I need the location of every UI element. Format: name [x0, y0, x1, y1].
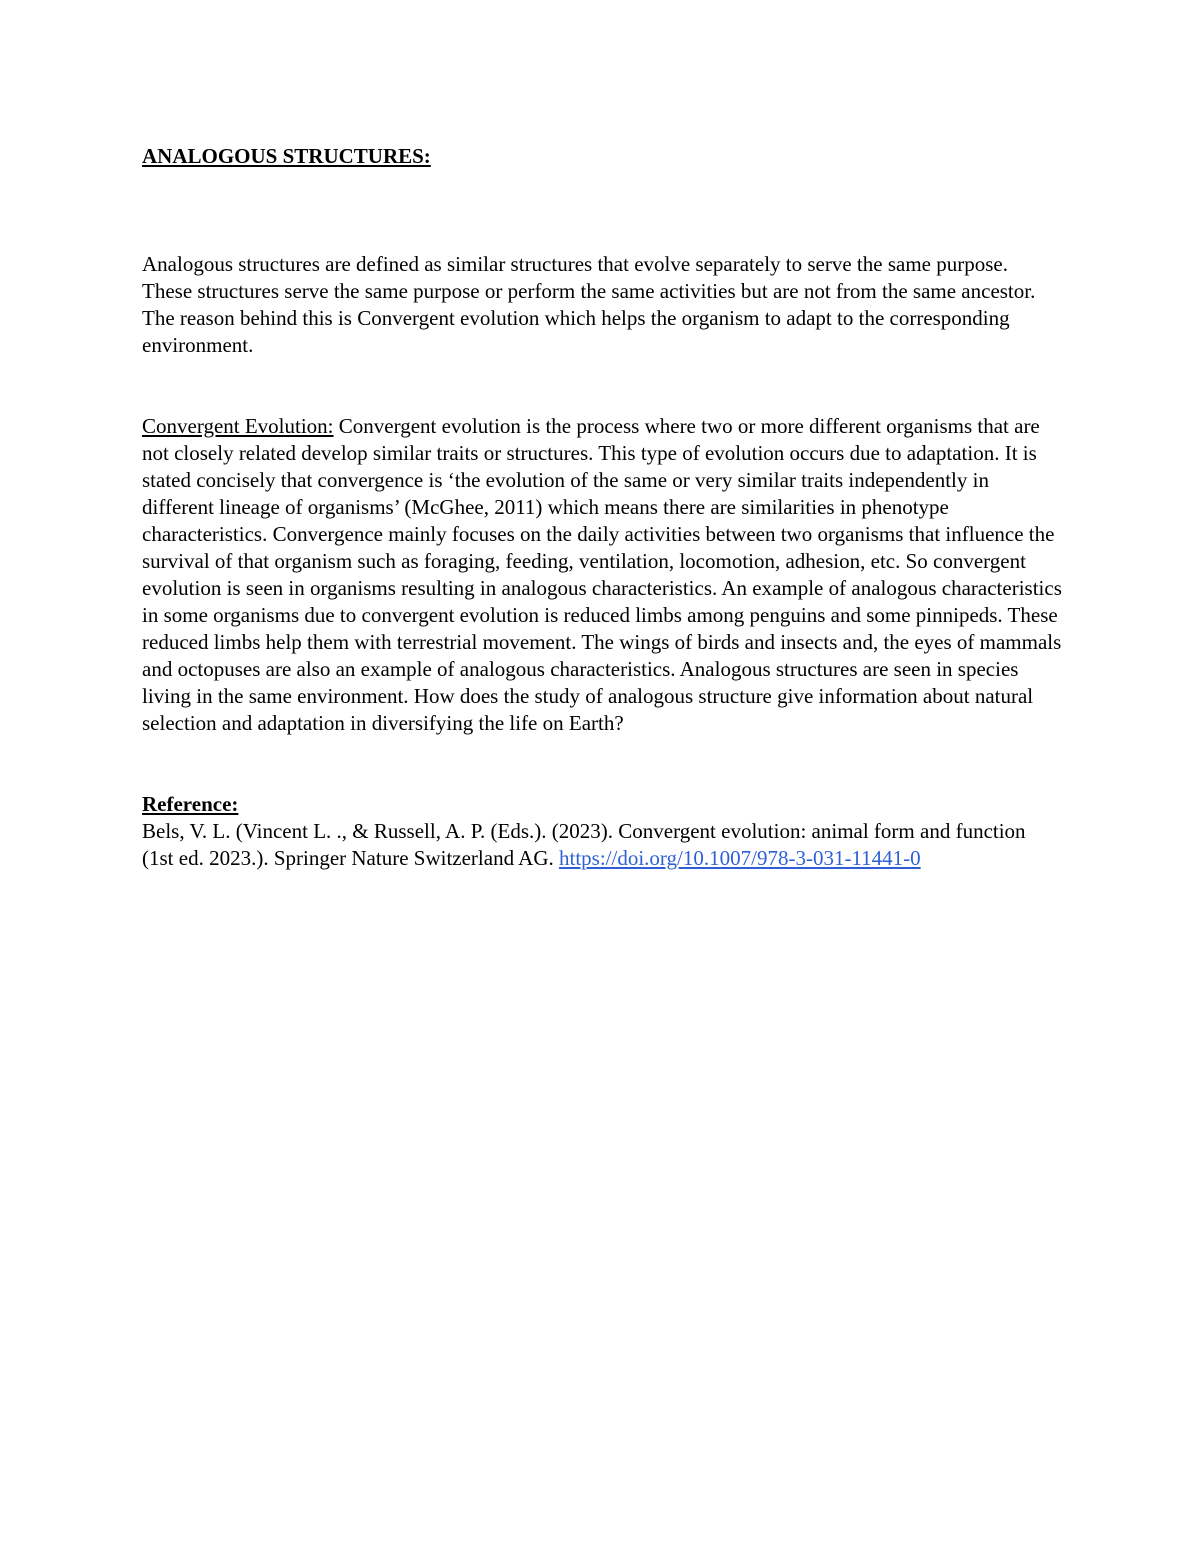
document-content — [142, 143, 1062, 872]
intro-paragraph: Analogous structures are defined as similar structures that evolve separately to serve the same purpose. These structures serve the same purpose or perform the same activities but are not from the same ancestor. The reason behind this is Convergent evolution which helps the organism to adapt to the corresponding environment. — [142, 252, 1036, 357]
convergent-evolution-label: Convergent Evolution: — [142, 414, 334, 438]
reference-heading: Reference: — [142, 792, 239, 816]
page-title: ANALOGOUS STRUCTURES: — [142, 144, 431, 168]
reference-citation: Bels, V. L. (Vincent L. ., & Russell, A. P. (Eds.). (2023). Convergent evolution: animal form and function (1st ed. 2023.). Springer Nature Switzerland AG. — [142, 819, 1026, 870]
convergent-evolution-body: Convergent evolution is the process where two or more different organisms that are not closely related develop similar traits or structures. This type of evolution occurs due to adaptation. It is stated concisely that convergence is ‘the evolution of the same or very similar traits independently in different lineage of organisms’ (McGhee, 2011) which means there are similarities in phenotype characteristics. Convergence mainly focuses on the daily activities between two organisms that influence the survival of that organism such as foraging, feeding, ventilation, locomotion, adhesion, etc. So convergent evolution is seen in organisms resulting in analogous characteristics. An example of analogous characteristics in some organisms due to convergent evolution is reduced limbs among penguins and some pinnipeds. These reduced limbs help them with terrestrial movement. The wings of birds and insects and, the eyes of mammals and octopuses are also an example of analogous characteristics. Analogous structures are seen in species living in the same environment. How does the study of analogous structure give information about natural selection and adaptation in diversifying the life on Earth? — [142, 414, 1062, 735]
reference-section — [142, 791, 1062, 872]
doi-link[interactable]: https://doi.org/10.1007/978-3-031-11441-0 — [559, 846, 921, 870]
convergent-evolution-paragraph — [142, 413, 1062, 737]
reference-entry — [142, 818, 1062, 872]
